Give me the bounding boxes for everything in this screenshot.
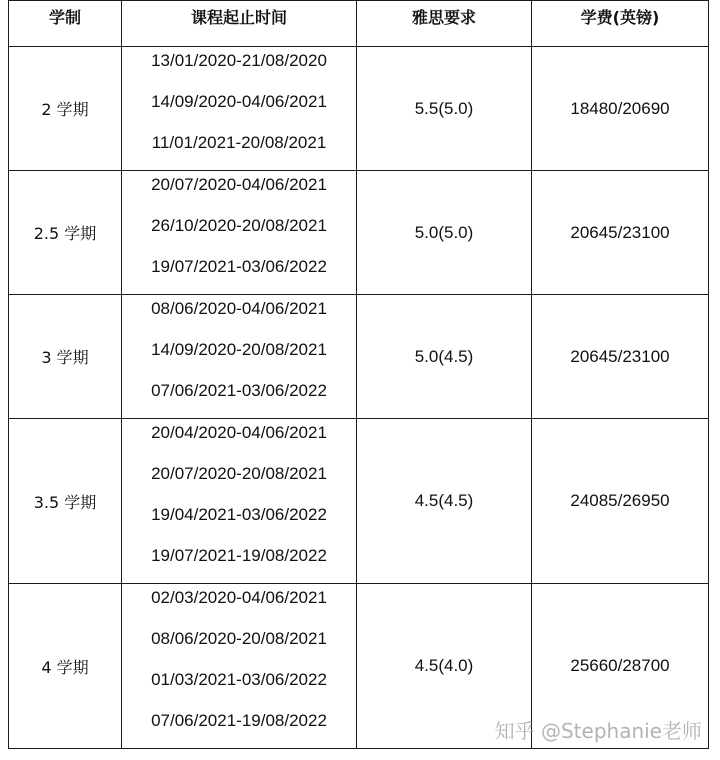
dates-cell [122, 584, 357, 749]
ielts-cell: 4.5(4.0) [357, 584, 532, 749]
header-ielts: 雅思要求 [357, 1, 532, 47]
date-range: 08/06/2020-20/08/2021 [151, 629, 327, 648]
fee-cell: 20645/23100 [532, 295, 709, 419]
date-range: 20/04/2020-04/06/2021 [151, 423, 327, 442]
date-range: 07/06/2021-03/06/2022 [151, 381, 327, 400]
ielts-cell: 4.5(4.5) [357, 419, 532, 584]
header-course-dates: 课程起止时间 [122, 1, 357, 47]
date-range: 07/06/2021-19/08/2022 [151, 711, 327, 730]
date-range: 19/04/2021-03/06/2022 [151, 505, 327, 524]
date-range: 26/10/2020-20/08/2021 [151, 216, 327, 235]
date-range: 11/01/2021-20/08/2021 [151, 133, 327, 152]
dates-cell [122, 419, 357, 584]
date-range: 14/09/2020-04/06/2021 [151, 92, 327, 111]
watermark-text: 知乎 @Stephanie老师 [494, 719, 702, 743]
table-row [9, 584, 709, 749]
date-range: 20/07/2020-04/06/2021 [151, 175, 327, 194]
term-cell: 4 学期 [9, 584, 122, 749]
header-fee: 学费(英镑) [532, 1, 709, 47]
header-term: 学制 [9, 1, 122, 47]
date-range: 08/06/2020-04/06/2021 [151, 299, 327, 318]
date-range: 13/01/2020-21/08/2020 [151, 51, 327, 70]
table-row [9, 419, 709, 584]
term-cell: 2.5 学期 [9, 171, 122, 295]
ielts-cell: 5.0(4.5) [357, 295, 532, 419]
ielts-cell: 5.0(5.0) [357, 171, 532, 295]
dates-cell [122, 171, 357, 295]
fee-cell: 25660/28700 [532, 584, 709, 749]
term-cell: 2 学期 [9, 47, 122, 171]
date-range: 19/07/2021-19/08/2022 [151, 546, 327, 565]
table-row [9, 47, 709, 171]
term-cell: 3.5 学期 [9, 419, 122, 584]
date-range: 02/03/2020-04/06/2021 [151, 588, 327, 607]
table-row [9, 295, 709, 419]
course-table [8, 0, 709, 749]
dates-cell [122, 295, 357, 419]
date-range: 14/09/2020-20/08/2021 [151, 340, 327, 359]
table-row [9, 171, 709, 295]
course-table-container [8, 0, 709, 749]
date-range: 20/07/2020-20/08/2021 [151, 464, 327, 483]
date-range: 19/07/2021-03/06/2022 [151, 257, 327, 276]
term-cell: 3 学期 [9, 295, 122, 419]
date-range: 01/03/2021-03/06/2022 [151, 670, 327, 689]
fee-cell: 18480/20690 [532, 47, 709, 171]
table-header-row [9, 1, 709, 47]
ielts-cell: 5.5(5.0) [357, 47, 532, 171]
fee-cell: 20645/23100 [532, 171, 709, 295]
dates-cell [122, 47, 357, 171]
fee-cell: 24085/26950 [532, 419, 709, 584]
